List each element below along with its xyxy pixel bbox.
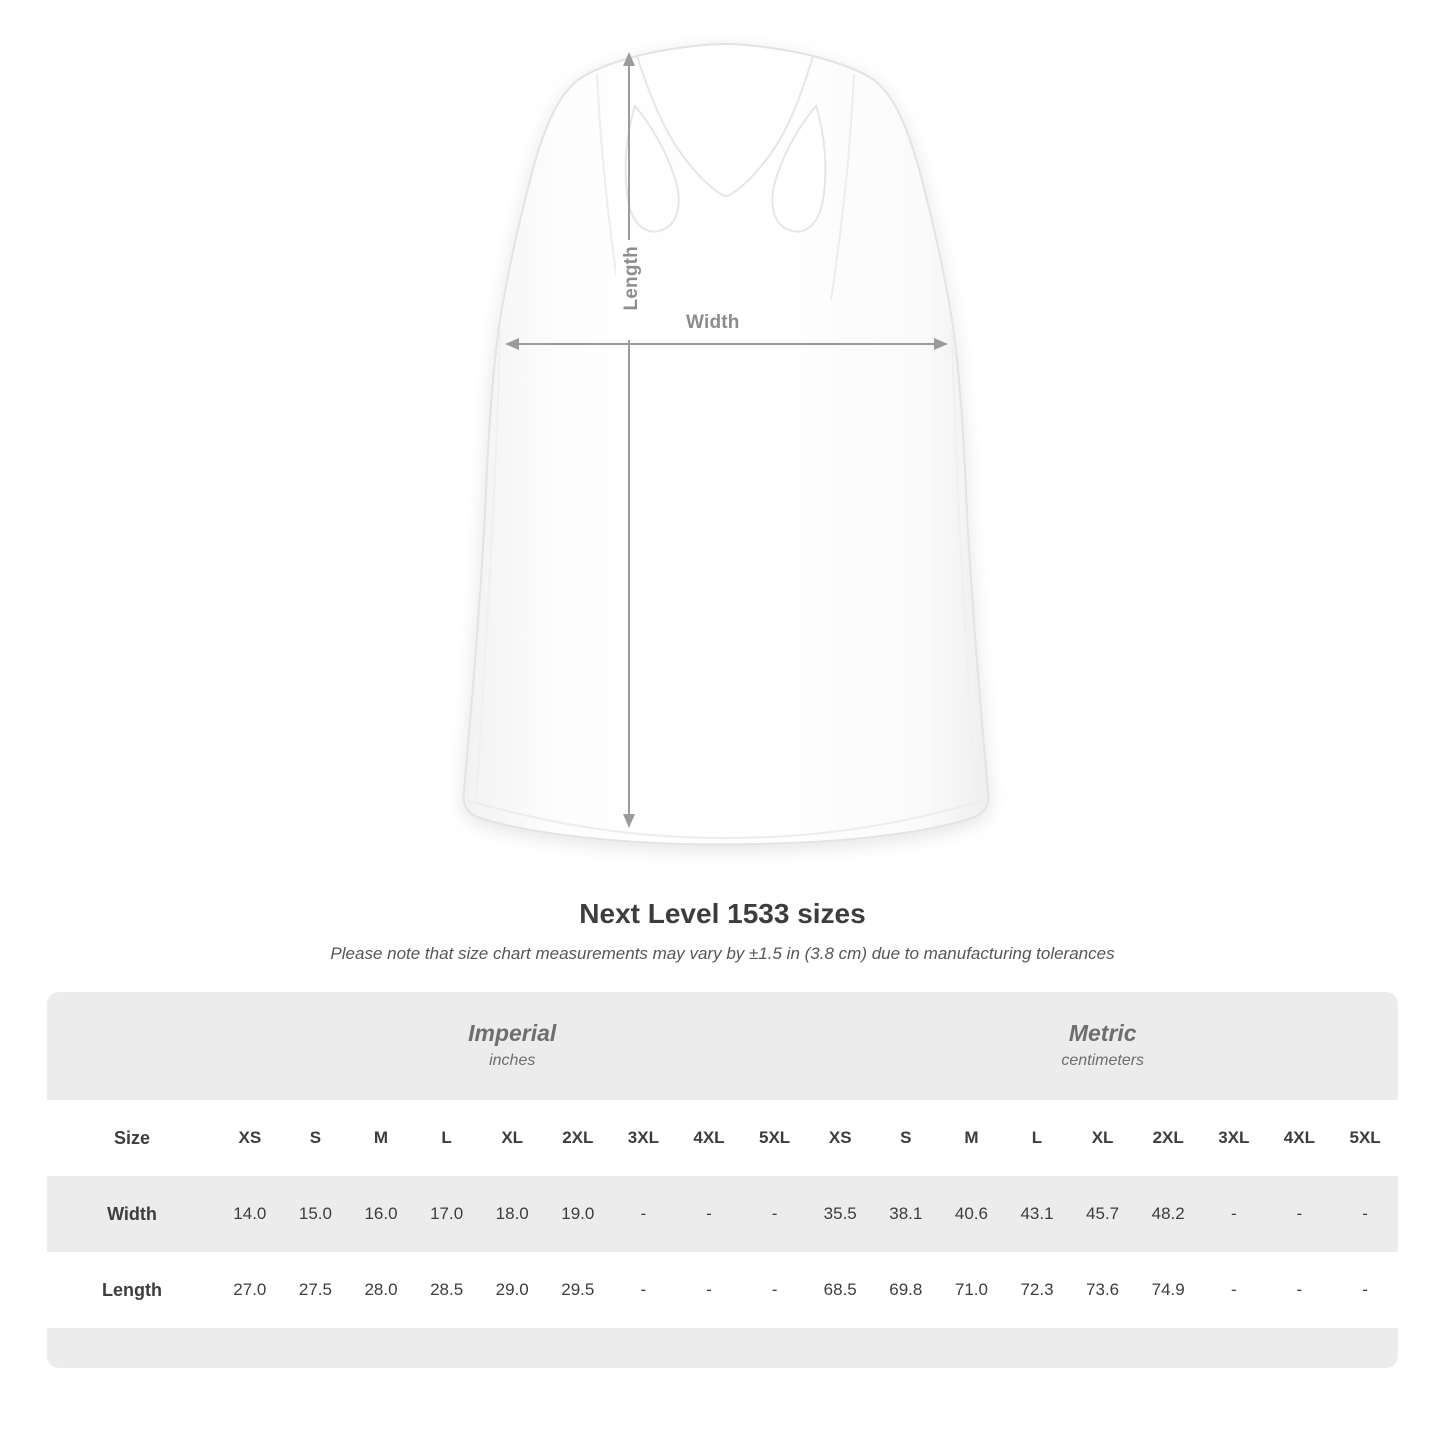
width-dimension-label: Width bbox=[686, 312, 740, 333]
size-header-4xl-metric: 4XL bbox=[1267, 1100, 1333, 1176]
width-m-metric: 40.6 bbox=[939, 1176, 1005, 1252]
width-4xl-metric: - bbox=[1267, 1176, 1333, 1252]
length-3xl-metric: - bbox=[1230, 1280, 1237, 1299]
width-xs-metric: 35.5 bbox=[807, 1176, 873, 1252]
page-title: Next Level 1533 sizes bbox=[579, 898, 866, 929]
row-label-length: Length bbox=[102, 1279, 163, 1300]
width-xl-imperial: 18.0 bbox=[479, 1176, 545, 1252]
tolerance-note: Please note that size chart measurements may vary by ±1.5 in (3.8 cm) due to manufacturing tolerances bbox=[330, 944, 1115, 963]
size-table-wrapper bbox=[47, 992, 1398, 1368]
unit-header-row bbox=[47, 992, 1398, 1100]
size-header-xs-imperial: XS bbox=[217, 1100, 283, 1176]
size-table bbox=[47, 992, 1398, 1368]
imperial-unit-name: Imperial bbox=[468, 1019, 557, 1046]
width-5xl-metric: - bbox=[1332, 1176, 1398, 1252]
row-label-width: Width bbox=[47, 1176, 217, 1252]
length-4xl-metric: - bbox=[1296, 1280, 1303, 1299]
width-3xl-metric: - bbox=[1201, 1176, 1267, 1252]
width-s-imperial: 15.0 bbox=[283, 1176, 349, 1252]
length-l-metric: 72.3 bbox=[1020, 1280, 1054, 1299]
size-header-2xl-imperial: 2XL bbox=[545, 1100, 611, 1176]
width-m-imperial: 16.0 bbox=[348, 1176, 414, 1252]
length-5xl-metric: - bbox=[1362, 1280, 1368, 1299]
size-header-l-metric: L bbox=[1004, 1100, 1070, 1176]
size-header-2xl-metric: 2XL bbox=[1135, 1100, 1201, 1176]
length-s-metric: 69.8 bbox=[889, 1280, 923, 1299]
length-s-imperial: 27.5 bbox=[298, 1280, 332, 1299]
size-header-3xl-imperial: 3XL bbox=[611, 1100, 677, 1176]
size-header-xl-metric: XL bbox=[1070, 1100, 1136, 1176]
size-header-m-metric: M bbox=[939, 1100, 1005, 1176]
length-dimension-label: Length bbox=[621, 246, 642, 311]
length-2xl-metric: 74.9 bbox=[1151, 1280, 1185, 1299]
size-header-5xl-metric: 5XL bbox=[1332, 1100, 1398, 1176]
length-2xl-imperial: 29.5 bbox=[561, 1280, 595, 1299]
length-5xl-imperial: - bbox=[771, 1280, 778, 1299]
size-header-m-imperial: M bbox=[348, 1100, 414, 1176]
size-header-xl-imperial: XL bbox=[479, 1100, 545, 1176]
size-header-4xl-imperial: 4XL bbox=[676, 1100, 742, 1176]
size-header-xs-metric: XS bbox=[807, 1100, 873, 1176]
size-header-3xl-metric: 3XL bbox=[1201, 1100, 1267, 1176]
size-header-s-metric: S bbox=[873, 1100, 939, 1176]
metric-unit-name: Metric bbox=[1068, 1019, 1137, 1046]
table-row-width bbox=[47, 1176, 1398, 1252]
unit-spacer-cell bbox=[47, 992, 217, 1100]
table-footer-row bbox=[47, 1328, 1398, 1368]
table-row-length bbox=[47, 1252, 1398, 1328]
size-row-label: Size bbox=[47, 1100, 217, 1176]
width-xs-imperial: 14.0 bbox=[217, 1176, 283, 1252]
width-xl-metric: 45.7 bbox=[1070, 1176, 1136, 1252]
imperial-unit-sub: inches bbox=[489, 1051, 536, 1069]
width-3xl-imperial: - bbox=[611, 1176, 677, 1252]
length-4xl-imperial: - bbox=[706, 1280, 712, 1299]
length-3xl-imperial: - bbox=[640, 1280, 647, 1299]
length-m-imperial: 28.0 bbox=[364, 1280, 398, 1299]
width-5xl-imperial: - bbox=[742, 1176, 808, 1252]
length-xs-imperial: 27.0 bbox=[233, 1280, 267, 1299]
width-2xl-metric: 48.2 bbox=[1135, 1176, 1201, 1252]
size-header-5xl-imperial: 5XL bbox=[742, 1100, 808, 1176]
width-2xl-imperial: 19.0 bbox=[545, 1176, 611, 1252]
width-l-imperial: 17.0 bbox=[414, 1176, 480, 1252]
metric-unit-sub: centimeters bbox=[1061, 1051, 1145, 1069]
imperial-unit-cell bbox=[217, 992, 807, 1100]
length-xs-metric: 68.5 bbox=[823, 1280, 857, 1299]
title-block bbox=[0, 898, 1445, 964]
table-footer-cell bbox=[47, 1328, 1398, 1368]
metric-unit-cell bbox=[807, 992, 1398, 1100]
length-xl-metric: 73.6 bbox=[1086, 1280, 1120, 1299]
tank-body bbox=[464, 44, 989, 845]
width-l-metric: 43.1 bbox=[1004, 1176, 1070, 1252]
width-4xl-imperial: - bbox=[676, 1176, 742, 1252]
size-header-row bbox=[47, 1100, 1398, 1176]
length-xl-imperial: 29.0 bbox=[495, 1280, 529, 1299]
length-l-imperial: 28.5 bbox=[430, 1280, 464, 1299]
size-header-l-imperial: L bbox=[414, 1100, 480, 1176]
size-header-s-imperial: S bbox=[283, 1100, 349, 1176]
length-m-metric: 71.0 bbox=[954, 1280, 988, 1299]
width-s-metric: 38.1 bbox=[873, 1176, 939, 1252]
